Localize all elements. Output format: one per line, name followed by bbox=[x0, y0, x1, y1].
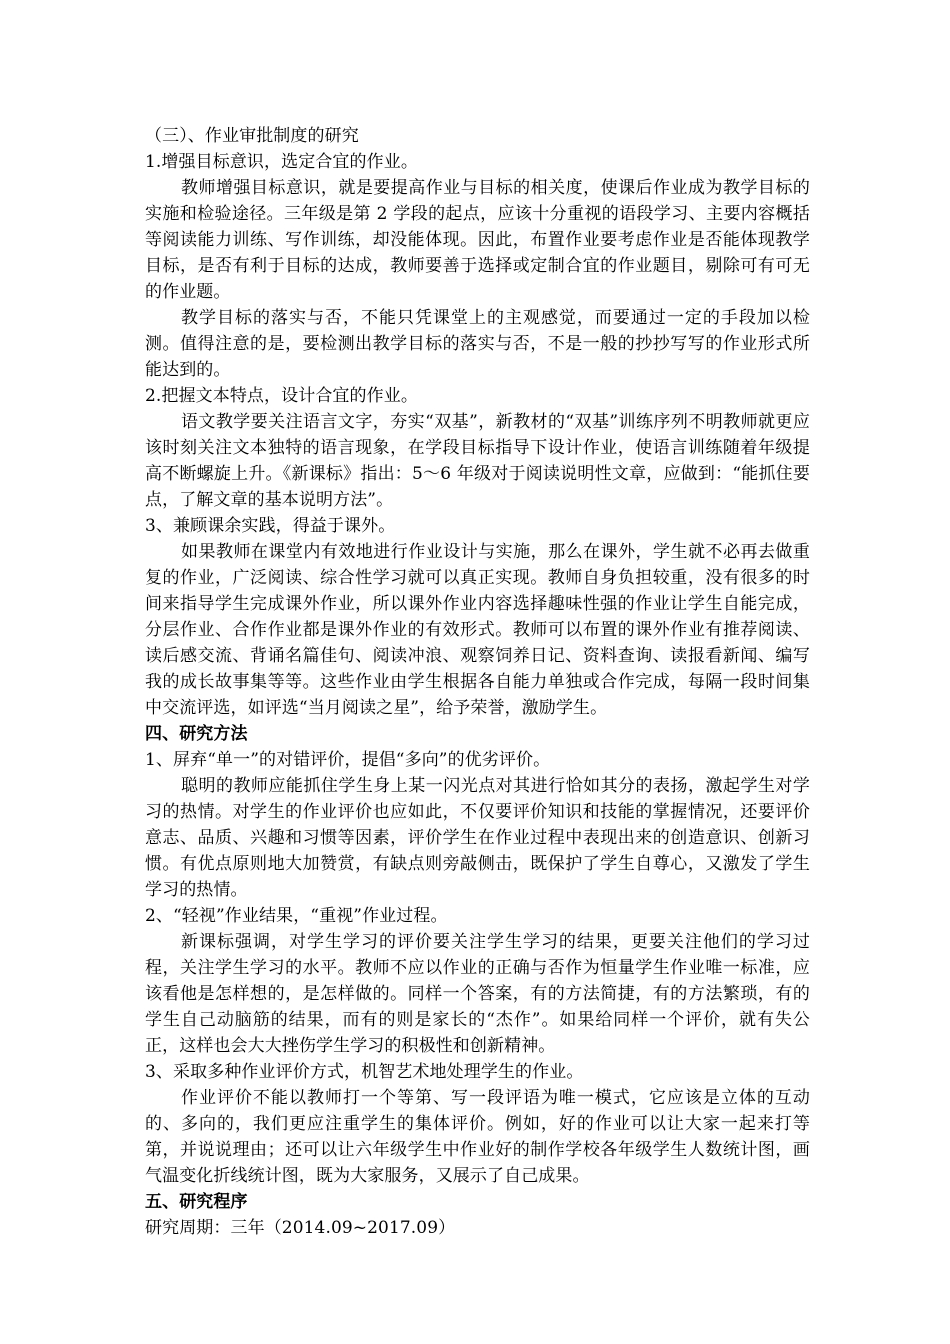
method2-title: 2、“轻视”作业结果，“重视”作业过程。 bbox=[145, 906, 448, 926]
item3-paragraph-1: 如果教师在课堂内有效地进行作业设计与实施，那么在课外，学生就不必再去做重复的作业，广泛阅读、综合性学习就可以真正实现。教师自身负担较重，没有很多的时间来指导学生完成课外作业，所以课外作业内容选择趣味性强的作业让学生自能完成，分层作业、合作作业都是课外作业的有效形式。教师可以布置的课外作业有推荐阅读、读后感交流、背诵名篇佳句、阅读冲浪、观察饲养日记、资料查询、读报看新闻、编写我的成长故事集等等。这些作业由学生根据各自能力单独或合作完成，每隔一段时间集中交流评选，如评选“当月阅读之星”，给予荣誉，激励学生。 bbox=[145, 542, 810, 718]
item1-title: 1.增强目标意识，选定合宜的作业。 bbox=[145, 152, 418, 172]
method1-paragraph: 聪明的教师应能抓住学生身上某一闪光点对其进行恰如其分的表扬，激起学生对学习的热情。对学生的作业评价也应如此，不仅要评价知识和技能的掌握情况，还要评价意志、品质、兴趣和习惯等因素，评价学生在作业过程中表现出来的创造意识、创新习惯。有优点原则地大加赞赏，有缺点则旁敲侧击，既保护了学生自尊心，又激发了学生学习的热情。 bbox=[145, 776, 810, 900]
item1-paragraph-2: 教学目标的落实与否，不能只凭课堂上的主观感觉，而要通过一定的手段加以检测。值得注意的是，要检测出教学目标的落实与否，不是一般的抄抄写写的作业形式所能达到的。 bbox=[145, 308, 810, 380]
section5-title: 五、研究程序 bbox=[145, 1192, 248, 1212]
method2-paragraph: 新课标强调，对学生学习的评价要关注学生学习的结果，更要关注他们的学习过程，关注学生学习的水平。教师不应以作业的正确与否作为恒量学生作业唯一标准，应该看他是怎样想的，是怎样做的。同样一个答案，有的方法简捷，有的方法繁琐，有的学生自己动脑筋的结果，而有的则是家长的“杰作”。如果给同样一个评价，就有失公正，这样也会大大挫伤学生学习的积极性和创新精神。 bbox=[145, 932, 810, 1056]
item2-title: 2.把握文本特点，设计合宜的作业。 bbox=[145, 386, 418, 406]
section4-title: 四、研究方法 bbox=[145, 724, 248, 744]
item2-paragraph-1: 语文教学要关注语言文字，夯实“双基”，新教材的“双基”训练序列不明教师就更应该时刻关注文本独特的语言现象，在学段目标指导下设计作业，使语言训练随着年级提高不断螺旋上升。《新课标》指出：5～6 年级对于阅读说明性文章，应做到：“能抓住要点，了解文章的基本说明方法”。 bbox=[145, 412, 810, 510]
document-page bbox=[145, 123, 810, 1241]
method3-title: 3、采取多种作业评价方式，机智艺术地处理学生的作业。 bbox=[145, 1062, 584, 1082]
item3-title: 3、兼顾课余实践，得益于课外。 bbox=[145, 516, 396, 536]
method1-title: 1、屏弃“单一”的对错评价，提倡“多向”的优劣评价。 bbox=[145, 750, 551, 770]
research-period: 研究周期：三年（2014.09~2017.09） bbox=[145, 1218, 456, 1238]
item1-paragraph-1: 教师增强目标意识，就是要提高作业与目标的相关度，使课后作业成为教学目标的实施和检验途径。三年级是第 2 学段的起点，应该十分重视的语段学习、主要内容概括等阅读能力训练、写作训练，却没能体现。因此，布置作业要考虑作业是否能体现教学目标，是否有利于目标的达成，教师要善于选择或定制合宜的作业题目，剔除可有可无的作业题。 bbox=[145, 178, 810, 302]
method3-paragraph: 作业评价不能以教师打一个等第、写一段评语为唯一模式，它应该是立体的互动的、多向的，我们更应注重学生的集体评价。例如，好的作业可以让大家一起来打等第，并说说理由；还可以让六年级学生中作业好的制作学校各年级学生人数统计图，画气温变化折线统计图，既为大家服务，又展示了自己成果。 bbox=[145, 1088, 810, 1186]
section3-title: （三）、作业审批制度的研究 bbox=[145, 126, 359, 146]
